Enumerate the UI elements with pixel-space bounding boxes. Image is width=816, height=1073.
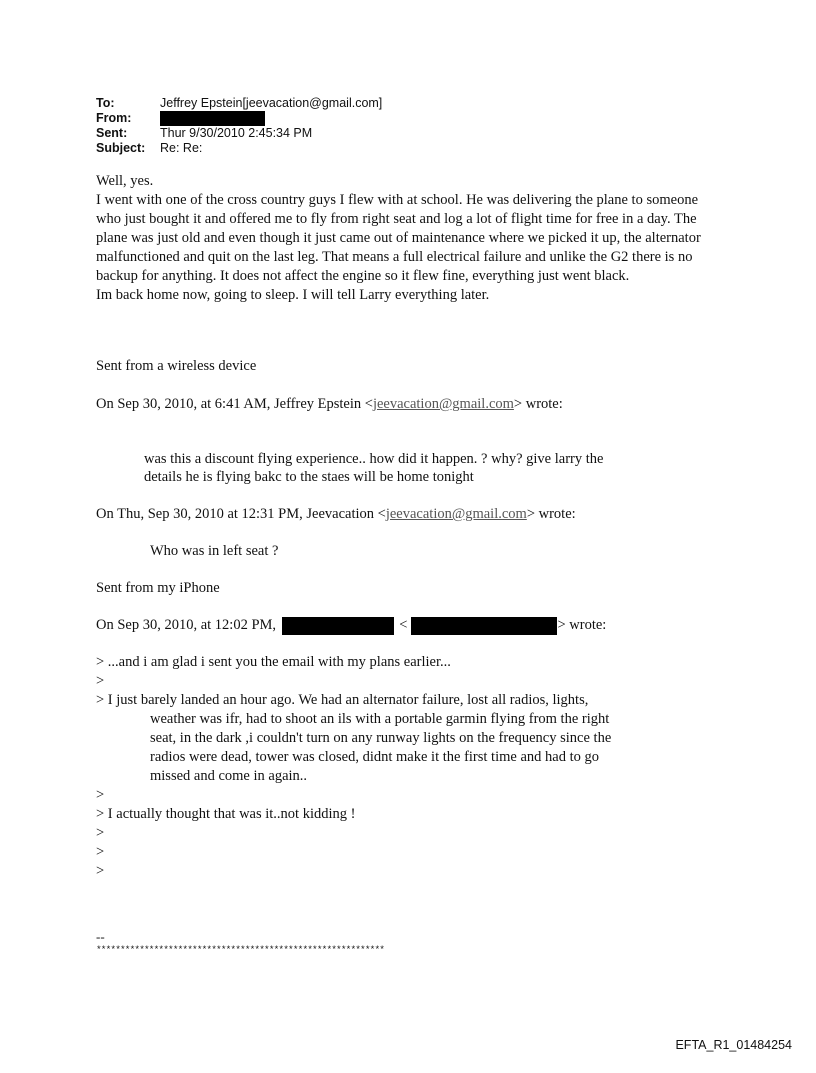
quote-line: > bbox=[96, 844, 105, 860]
quote-line: weather was ifr, had to shoot an ils with a portable garmin flying from the right bbox=[150, 711, 610, 727]
reply1-intro-after: > wrote: bbox=[513, 396, 563, 412]
quote-line: seat, in the dark ,i couldn't turn on any runway lights on the frequency since the bbox=[150, 730, 612, 746]
reply3-intro-mid: < bbox=[399, 617, 408, 633]
reply2-intro bbox=[96, 505, 576, 524]
from-label: From: bbox=[96, 111, 132, 125]
subject-row bbox=[96, 141, 382, 156]
quoted-message bbox=[96, 653, 611, 881]
sent-label: Sent: bbox=[96, 126, 128, 140]
quote-line: > ...and i am glad i sent you the email with my plans earlier... bbox=[96, 654, 451, 670]
quote-line: > bbox=[96, 825, 105, 841]
reply1-text-line-2: details he is flying bakc to the staes will be home tonight bbox=[144, 469, 474, 485]
reply3-intro-before: On Sep 30, 2010, at 12:02 PM, bbox=[96, 617, 277, 633]
reply3-intro bbox=[96, 616, 606, 635]
body-paragraph: I went with one of the cross country guys I flew with at school. He was delivering the plane to someone who just bought it and offered me to fly from right seat and log a lot of flight time for free in a day. The plane was just old and even though it just came out of maintenance where we picked it up, the alternator malfunctioned and quit on the last leg. That means a full electrical failure and unlike the G2 there is no backup for anything. It does not affect the engine so it flew fine, everything just went black. bbox=[96, 192, 701, 284]
quote-line: > bbox=[96, 863, 105, 879]
footer-dashes: -- bbox=[96, 929, 105, 944]
quote-line: > bbox=[96, 787, 105, 803]
reply2-intro-after: > wrote: bbox=[526, 506, 576, 522]
to-label: To: bbox=[96, 96, 115, 110]
email-header bbox=[96, 96, 382, 156]
to-value: Jeffrey Epstein[jeevacation@gmail.com] bbox=[160, 96, 383, 110]
reply1-intro-before: On Sep 30, 2010, at 6:41 AM, Jeffrey Epstein < bbox=[96, 396, 373, 412]
reply2-intro-before: On Thu, Sep 30, 2010 at 12:31 PM, Jeevacation < bbox=[96, 506, 386, 522]
document-id: EFTA_R1_01484254 bbox=[675, 1038, 792, 1052]
message-body bbox=[96, 172, 716, 305]
from-row bbox=[96, 111, 382, 126]
sent-row bbox=[96, 126, 382, 141]
sent-value: Thur 9/30/2010 2:45:34 PM bbox=[160, 126, 313, 140]
body-line-1: Well, yes. bbox=[96, 173, 154, 189]
subject-label: Subject: bbox=[96, 141, 146, 155]
quote-line: > I just barely landed an hour ago. We had an alternator failure, lost all radios, lights, bbox=[96, 692, 589, 708]
reply1-intro bbox=[96, 395, 563, 414]
reply2-text: Who was in left seat ? bbox=[150, 543, 279, 559]
reply2-email-link[interactable]: jeevacation@gmail.com bbox=[385, 506, 527, 522]
body-line-last: Im back home now, going to sleep. I will tell Larry everything later. bbox=[96, 287, 490, 303]
signature-wireless: Sent from a wireless device bbox=[96, 358, 257, 374]
quote-line: radios were dead, tower was closed, didnt make it the first time and had to go bbox=[150, 749, 599, 765]
reply3-intro-after: > wrote: bbox=[557, 617, 607, 633]
signature-iphone: Sent from my iPhone bbox=[96, 580, 220, 596]
redaction-box bbox=[160, 111, 265, 126]
reply1-email-link[interactable]: jeevacation@gmail.com bbox=[372, 396, 514, 412]
subject-value: Re: Re: bbox=[160, 141, 203, 155]
quote-line: > I actually thought that was it..not kidding ! bbox=[96, 806, 356, 822]
to-row bbox=[96, 96, 382, 111]
redaction-box bbox=[411, 617, 557, 635]
quote-line: missed and come in again.. bbox=[150, 768, 308, 784]
footer-stars: ************************************************************ bbox=[96, 944, 385, 955]
quote-line: > bbox=[96, 673, 105, 689]
redaction-box bbox=[282, 617, 394, 635]
reply1-text-line-1: was this a discount flying experience.. how did it happen. ? why? give larry the bbox=[144, 451, 604, 467]
